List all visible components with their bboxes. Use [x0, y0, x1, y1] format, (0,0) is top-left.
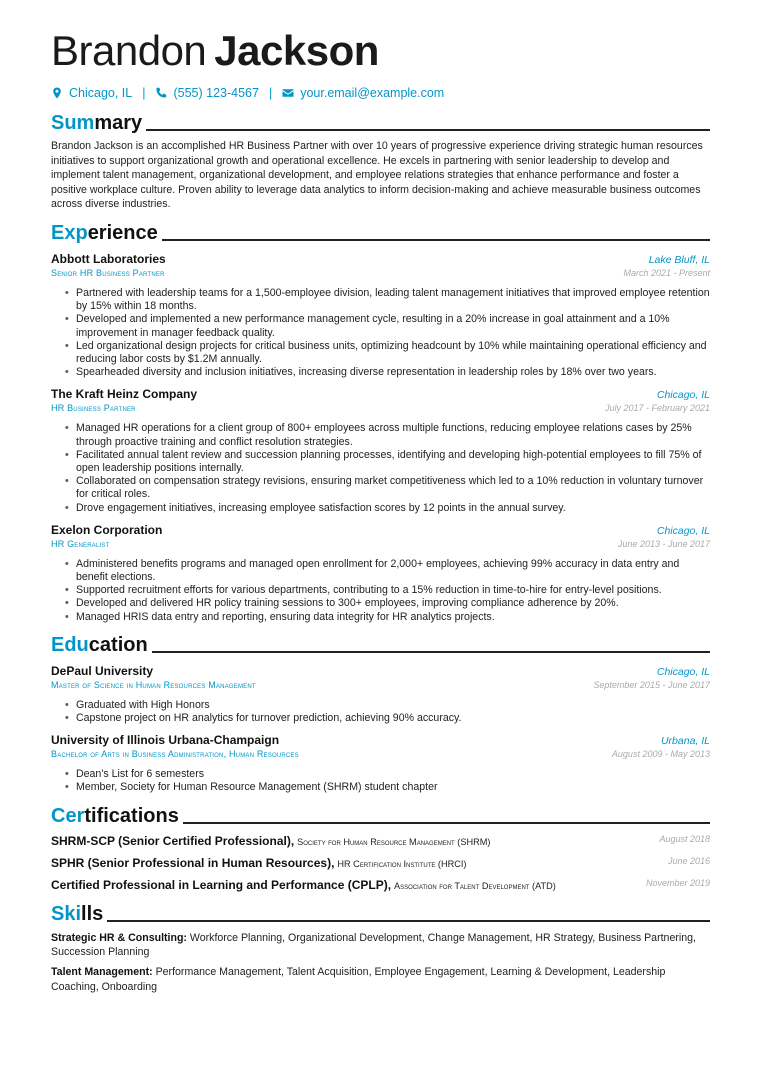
heading-accent: Ski: [51, 902, 82, 925]
certification-date: August 2018: [659, 833, 710, 844]
certification-text: [51, 834, 611, 849]
entry-location: Chicago, IL: [656, 524, 710, 537]
contact-separator: |: [268, 86, 273, 100]
job-entry: [51, 523, 710, 624]
entry-header-row: [51, 664, 710, 678]
certification-list: [51, 834, 710, 893]
certification-date: June 2016: [667, 855, 710, 866]
skill-text: Workforce Planning, Organizational Development, Change Management, HR Strategy, Business Partnering, Succession Planning: [51, 931, 696, 959]
heading-accent: Edu: [51, 633, 89, 656]
heading-accent: Exp: [51, 221, 88, 244]
job-entry: [51, 387, 710, 514]
entry-header-row: [51, 733, 710, 747]
bullet-item: • Developed and delivered HR policy training sessions to 300+ employees, improving compliance adherence by 20%.: [65, 597, 710, 610]
certification-text: [51, 856, 611, 871]
heading-rule: [183, 822, 710, 824]
company-name: Abbott Laboratories: [51, 251, 166, 266]
heading-rest: erience: [87, 221, 158, 244]
skill-label: Talent Management:: [51, 966, 153, 979]
last-name: Jackson: [214, 27, 379, 74]
contact-separator: |: [142, 86, 146, 100]
experience-heading: [51, 220, 710, 244]
entry-subheader-row: [51, 537, 710, 549]
bullet-item: • Facilitated annual talent review and succession planning processes, identifying and developing high-potential employees to fill 75% of open leadership positions internally.: [65, 449, 710, 475]
education-entry: [51, 733, 710, 794]
heading-accent: Sum: [51, 112, 95, 134]
education-list: [51, 664, 710, 795]
entry-subheader-row: [51, 747, 710, 759]
entry-dates: June 2013 - June 2017: [617, 538, 710, 549]
email-link[interactable]: your.email@example.com: [300, 86, 445, 100]
job-title: HR Generalist: [51, 538, 110, 549]
entry-dates: March 2021 - Present: [623, 267, 710, 278]
heading-rule: [146, 129, 710, 131]
first-name: Brandon: [51, 27, 207, 74]
entry-subheader-row: [51, 401, 710, 413]
summary-heading: [51, 110, 710, 134]
contact-location: [51, 86, 132, 100]
education-entry: [51, 664, 710, 725]
heading-rest: tifications: [84, 804, 179, 827]
bullet-item: • Dean's List for 6 semesters: [65, 768, 710, 781]
certification-name: SPHR (Senior Professional in Human Resources),: [51, 855, 335, 870]
bullet-list: [65, 768, 710, 794]
certification-org: Society for Human Resource Management (SHRM): [297, 836, 491, 847]
skill-text: Performance Management, Talent Acquisition, Employee Engagement, Learning & Development, Leadership Coaching, Onboarding: [51, 966, 666, 993]
entry-location: Lake Bluff, IL: [648, 253, 710, 266]
certification-item: [51, 834, 710, 849]
bullet-list: [65, 287, 710, 379]
contact-email[interactable]: [282, 86, 444, 100]
certification-org: Association for Talent Development (ATD): [394, 880, 556, 891]
envelope-icon: [282, 87, 294, 99]
entry-dates: September 2015 - June 2017: [593, 679, 710, 690]
education-heading: [51, 632, 710, 656]
degree-name: Master of Science in Human Resources Management: [51, 679, 256, 690]
candidate-name: [51, 28, 710, 74]
location-text: Chicago, IL: [69, 86, 133, 100]
entry-header-row: [51, 252, 710, 266]
heading-rest: lls: [81, 902, 104, 925]
school-name: University of Illinois Urbana-Champaign: [51, 733, 280, 748]
job-title: HR Business Partner: [51, 403, 136, 414]
degree-name: Bachelor of Arts in Business Administration, Human Resources: [51, 749, 299, 760]
certification-org: HR Certification Institute (HRCI): [337, 858, 467, 869]
certification-item: [51, 856, 710, 871]
skill-row: [51, 931, 710, 960]
bullet-item: • Capstone project on HR analytics for turnover prediction, achieving 90% accuracy.: [65, 712, 710, 725]
company-name: Exelon Corporation: [51, 522, 163, 537]
company-name: The Kraft Heinz Company: [51, 387, 198, 402]
certification-text: [51, 878, 611, 893]
bullet-item: • Member, Society for Human Resource Management (SHRM) student chapter: [65, 781, 710, 794]
heading-rule: [162, 239, 710, 241]
heading-rule: [152, 651, 710, 653]
skills-heading: [51, 901, 710, 925]
summary-text: Brandon Jackson is an accomplished HR Business Partner with over 10 years of progressive experience driving strategic human resources initiatives to support organizational growth and operational excellence. He excels in partnering with senior leadership to develop and implement talent management, organizational development, and employee relations strategies that enhance performance and foster a positive workplace culture. Proven ability to leverage data analytics to inform decision-making and achieve measurable business outcomes across diverse industries.: [51, 140, 703, 211]
resume-page: [51, 28, 710, 994]
skill-row: [51, 965, 710, 994]
entry-location: Chicago, IL: [656, 389, 710, 402]
bullet-item: • Led organizational design projects for critical business units, optimizing headcount by 10% while maintaining operational efficiency and reducing labor costs by $1.2M annually.: [65, 340, 710, 366]
phone-icon: [155, 87, 167, 99]
entry-dates: August 2009 - May 2013: [611, 749, 710, 760]
entry-header-row: [51, 523, 710, 537]
entry-location: Chicago, IL: [656, 665, 710, 678]
map-pin-icon: [51, 87, 63, 99]
bullet-item: • Collaborated on compensation strategy revisions, ensuring market competitiveness which led to a 10% reduction in voluntary turnover for critical roles.: [65, 475, 710, 501]
bullet-item: • Partnered with leadership teams for a 1,500-employee division, leading talent management initiatives that improved employee retention by 15% within 18 months.: [65, 287, 710, 313]
bullet-list: [65, 422, 710, 514]
bullet-item: • Administered benefits programs and managed open enrollment for 2,000+ employees, achieving 99% accuracy in data entry and benefit elections.: [65, 558, 710, 584]
entry-subheader-row: [51, 266, 710, 278]
heading-accent: Cer: [51, 804, 85, 827]
certification-name: SHRM-SCP (Senior Certified Professional),: [51, 833, 295, 848]
bullet-item: • Supported recruitment efforts for various departments, contributing to a 15% reduction in time-to-hire for entry-level positions.: [65, 584, 710, 597]
contact-bar: [51, 84, 710, 102]
job-title: Senior HR Business Partner: [51, 267, 165, 278]
heading-rest: mary: [94, 112, 143, 134]
bullet-item: • Managed HRIS data entry and reporting, ensuring data integrity for HR analytics projects.: [65, 611, 710, 624]
bullet-item: • Spearheaded diversity and inclusion initiatives, increasing diverse representation in leadership roles by 18% over two years.: [65, 366, 710, 379]
bullet-list: [65, 699, 710, 725]
bullet-item: • Managed HR operations for a client group of 800+ employees across multiple functions, reducing employee relations cases by 25% through proactive training and conflict resolution strategies.: [65, 422, 710, 448]
experience-list: [51, 252, 710, 624]
skill-label: Strategic HR & Consulting:: [51, 931, 187, 944]
certifications-heading: [51, 803, 710, 827]
school-name: DePaul University: [51, 663, 154, 678]
entry-location: Urbana, IL: [660, 735, 710, 748]
certification-name: Certified Professional in Learning and Performance (CPLP),: [51, 877, 392, 892]
entry-dates: July 2017 - February 2021: [604, 403, 710, 414]
bullet-item: • Graduated with High Honors: [65, 699, 710, 712]
skill-list: [51, 931, 710, 995]
contact-phone[interactable]: [155, 86, 258, 100]
heading-rest: cation: [88, 633, 148, 656]
job-entry: [51, 252, 710, 379]
entry-header-row: [51, 387, 710, 401]
heading-rule: [107, 920, 710, 922]
entry-subheader-row: [51, 678, 710, 690]
bullet-list: [65, 558, 710, 624]
bullet-item: • Developed and implemented a new performance management cycle, resulting in a 20% increase in goal attainment and a 10% improvement in manager feedback quality.: [65, 313, 710, 339]
bullet-item: • Drove engagement initiatives, increasing employee satisfaction scores by 12 points in the annual survey.: [65, 502, 710, 515]
certification-date: November 2019: [645, 877, 710, 888]
certification-item: [51, 878, 710, 893]
phone-text: (555) 123-4567: [173, 86, 259, 100]
